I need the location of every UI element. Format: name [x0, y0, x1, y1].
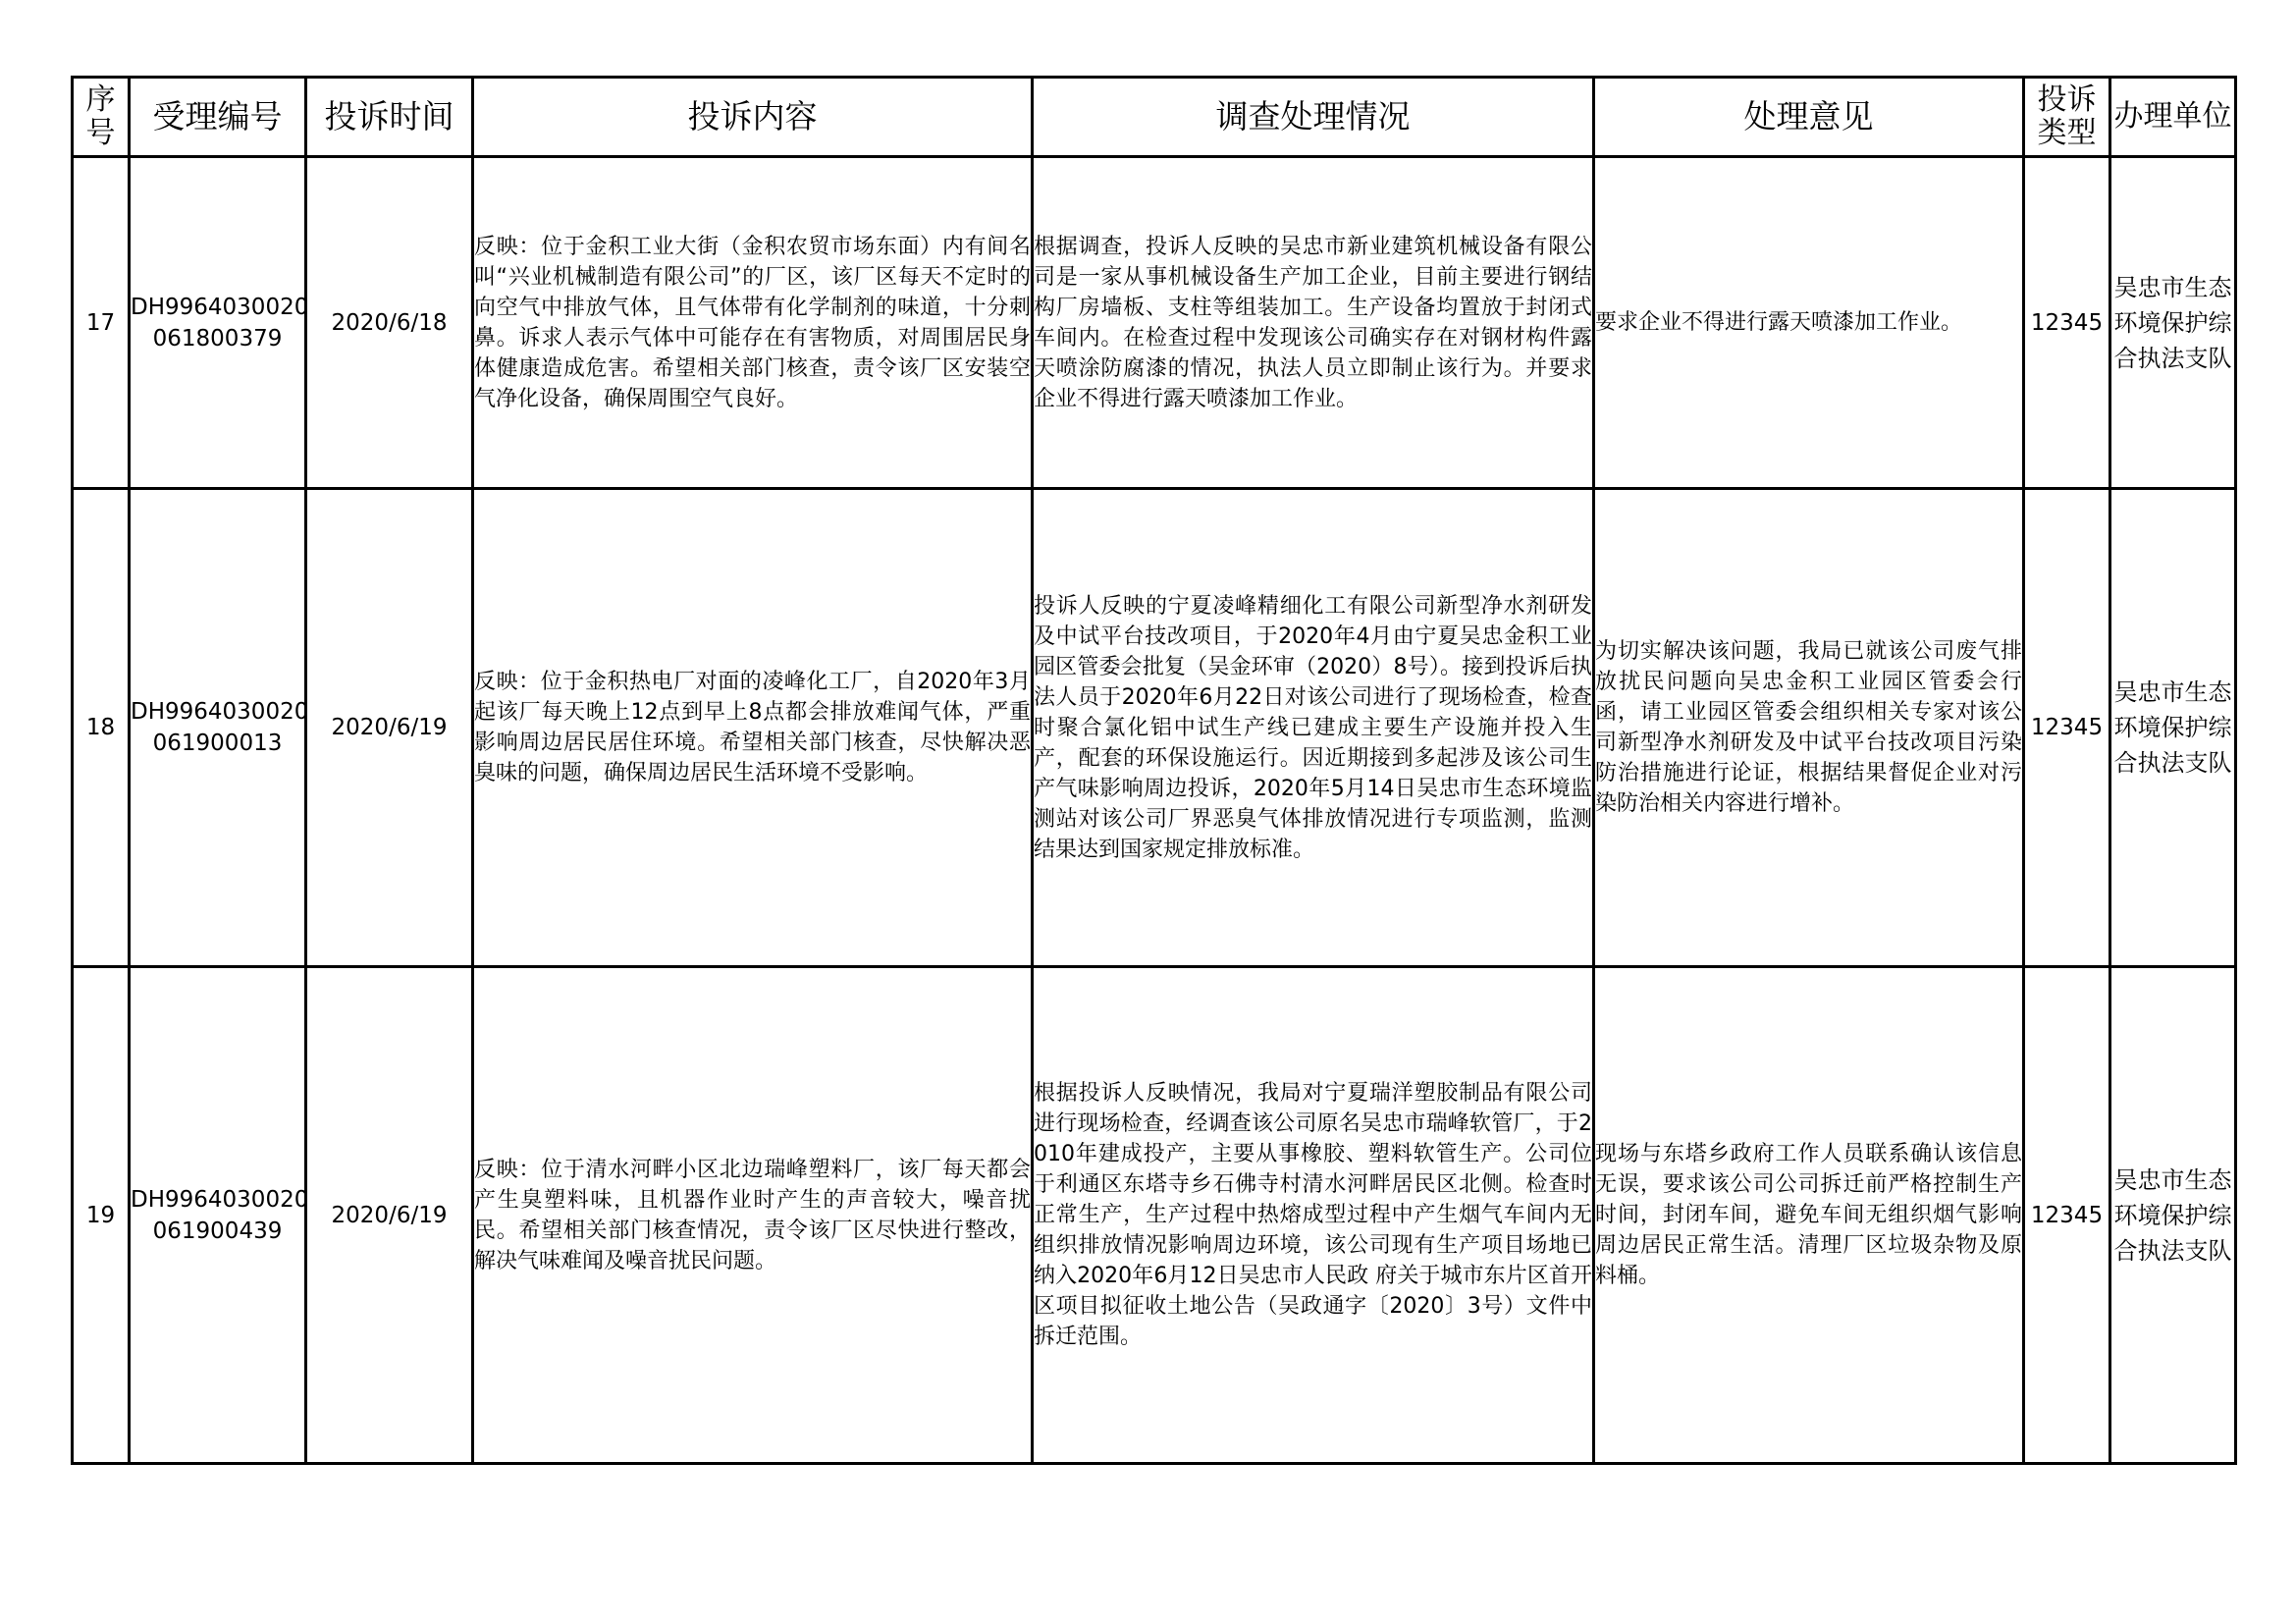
header-unit: 办理单位: [2110, 78, 2236, 157]
date-cell: 2020/6/19: [306, 489, 473, 967]
complaint-table: [71, 76, 2237, 1465]
table-row: [73, 967, 2236, 1464]
seq-cell: 17: [73, 157, 130, 489]
content-cell: 反映：位于清水河畔小区北边瑞峰塑料厂，该厂每天都会产生臭塑料味，且机器作业时产生的声音较大，噪音扰民。希望相关部门核查情况，责令该厂区尽快进行整改，解决气味难闻及噪音扰民问题。: [473, 967, 1033, 1464]
table-row: [73, 157, 2236, 489]
case-id-line-2: 061900013: [152, 731, 283, 756]
header-opinion: 处理意见: [1594, 78, 2024, 157]
opinion-cell: 为切实解决该问题，我局已就该公司废气排放扰民问题向吴忠金积工业园区管委会行函，请工业园区管委会组织相关专家对该公司新型净水剂研发及中试平台技改项目污染防治措施进行论证，根据结果督促企业对污染防治相关内容进行增补。: [1594, 489, 2024, 967]
unit-cell: 吴忠市生态环境保护综合执法支队: [2110, 489, 2236, 967]
content-cell: 反映：位于金积工业大街（金积农贸市场东面）内有间名叫“兴业机械制造有限公司”的厂区，该厂区每天不定时的向空气中排放气体，且气体带有化学制剂的味道，十分刺鼻。诉求人表示气体中可能存在有害物质，对周围居民身体健康造成危害。希望相关部门核查，责令该厂区安装空气净化设备，确保周围空气良好。: [473, 157, 1033, 489]
case-id-line-1: DH9964030020: [131, 1186, 309, 1213]
investigation-cell: 根据投诉人反映情况，我局对宁夏瑞洋塑胶制品有限公司进行现场检查，经调查该公司原名吴忠市瑞峰软管厂，于2010年建成投产，主要从事橡胶、塑料软管生产。公司位于利通区东塔寺乡石佛寺村清水河畔居民区北侧。检查时正常生产，生产过程中热熔成型过程中产生烟气车间内无组织排放情况影响周边环境，该公司现有生产项目场地已纳入2020年6月12日吴忠市人民政 府关于城市东片区首开区项目拟征收土地公告（吴政通字〔2020〕3号）文件中拆迁范围。: [1033, 967, 1594, 1464]
investigation-cell: 投诉人反映的宁夏凌峰精细化工有限公司新型净水剂研发及中试平台技改项目，于2020年4月由宁夏吴忠金积工业园区管委会批复（吴金环审（2020）8号）。接到投诉后执法人员于2020年6月22日对该公司进行了现场检查，检查时聚合氯化铝中试生产线已建成主要生产设施并投入生产，配套的环保设施运行。因近期接到多起涉及该公司生产气味影响周边投诉，2020年5月14日吴忠市生态环境监测站对该公司厂界恶臭气体排放情况进行专项监测，监测结果达到国家规定排放标准。: [1033, 489, 1594, 967]
header-content: 投诉内容: [473, 78, 1033, 157]
header-seq: 序号: [73, 78, 130, 157]
header-case-id: 受理编号: [130, 78, 306, 157]
header-type: 投诉类型: [2024, 78, 2110, 157]
header-date: 投诉时间: [306, 78, 473, 157]
case-id-line-2: 061800379: [152, 325, 283, 352]
table-row: [73, 489, 2236, 967]
case-id-line-1: DH9964030020: [131, 699, 309, 725]
case-id-line-1: DH9964030020: [131, 294, 309, 320]
seq-cell: 19: [73, 967, 130, 1464]
case-id-cell: [130, 157, 309, 489]
investigation-cell: 根据调查，投诉人反映的吴忠市新业建筑机械设备有限公司是一家从事机械设备生产加工企业，目前主要进行钢结构厂房墙板、支柱等组装加工。生产设备均置放于封闭式车间内。在检查过程中发现该公司确实存在对钢材构件露天喷涂防腐漆的情况，执法人员立即制止该行为。并要求企业不得进行露天喷漆加工作业。: [1033, 157, 1594, 489]
opinion-cell: 现场与东塔乡政府工作人员联系确认该信息无误，要求该公司公司拆迁前严格控制生产时间，封闭车间，避免车间无组织烟气影响周边居民正常生活。清理厂区垃圾杂物及原料桶。: [1594, 967, 2024, 1464]
case-id-line-2: 061900439: [152, 1218, 283, 1244]
date-cell: 2020/6/18: [306, 157, 473, 489]
opinion-cell: 要求企业不得进行露天喷漆加工作业。: [1594, 157, 2024, 489]
type-cell: 12345: [2024, 157, 2110, 489]
case-id-cell: [130, 967, 309, 1464]
type-cell: 12345: [2024, 489, 2110, 967]
content-cell: 反映：位于金积热电厂对面的凌峰化工厂，自2020年3月起该厂每天晚上12点到早上8点都会排放难闻气体，严重影响周边居民居住环境。希望相关部门核查，尽快解决恶臭味的问题，确保周边居民生活环境不受影响。: [473, 489, 1033, 967]
header-row: [73, 78, 2236, 157]
type-cell: 12345: [2024, 967, 2110, 1464]
date-cell: 2020/6/19: [306, 967, 473, 1464]
case-id-cell: [130, 489, 309, 967]
header-investigation: 调查处理情况: [1033, 78, 1594, 157]
seq-cell: 18: [73, 489, 130, 967]
unit-cell: 吴忠市生态环境保护综合执法支队: [2110, 967, 2236, 1464]
unit-cell: 吴忠市生态环境保护综合执法支队: [2110, 157, 2236, 489]
